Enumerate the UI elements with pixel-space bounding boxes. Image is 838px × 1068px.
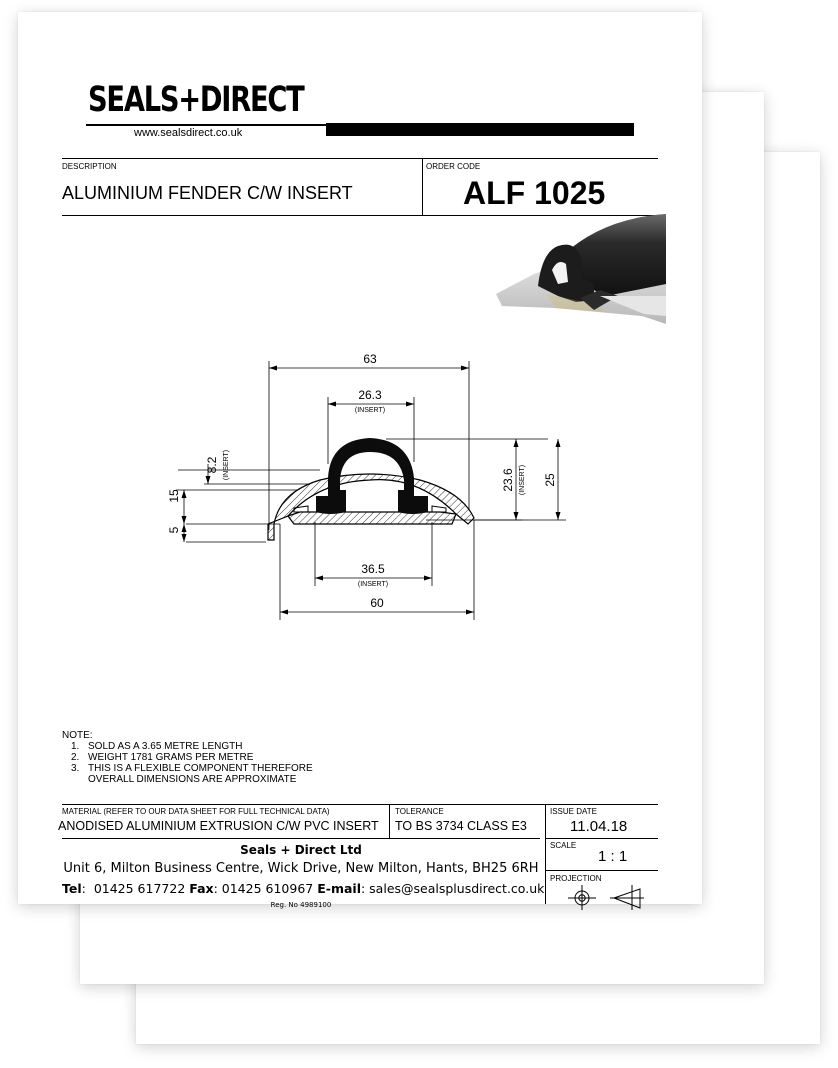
note-item: 1. SOLD AS A 3.65 METRE LENGTH (71, 741, 243, 752)
notes-title: NOTE: (62, 730, 93, 741)
dim-left-upper-label: (INSERT) (223, 449, 230, 481)
technical-drawing (18, 12, 702, 652)
note-item: 3. THIS IS A FLEXIBLE COMPONENT THEREFORE (71, 763, 313, 774)
company-reg: Reg. No 4989100 (270, 901, 332, 909)
material-label: MATERIAL (REFER TO OUR DATA SHEET FOR FULL TECHNICAL DATA) (62, 807, 330, 816)
dim-right-overall: 25 (543, 473, 557, 487)
datasheet-page (18, 12, 702, 909)
dim-right-insert: 23.6 (501, 468, 515, 492)
divider (389, 804, 390, 838)
notes (62, 730, 313, 785)
divider (545, 870, 658, 871)
tolerance-label: TOLERANCE (395, 807, 444, 816)
note-item: 2. WEIGHT 1781 GRAMS PER METRE (71, 752, 254, 763)
issue-date-value: 11.04.18 (570, 818, 628, 835)
dim-overall-width: 63 (363, 352, 377, 366)
description-label: DESCRIPTION (62, 162, 117, 171)
projection-label: PROJECTION (550, 874, 602, 883)
issue-date-label: ISSUE DATE (550, 807, 597, 816)
dim-right-insert-label: (INSERT) (519, 464, 526, 496)
dim-bottom-overall: 60 (370, 596, 384, 610)
scale-value: 1 : 1 (598, 848, 628, 865)
description-value: ALUMINIUM FENDER C/W INSERT (62, 183, 353, 203)
tolerance-value: TO BS 3734 CLASS E3 (395, 819, 527, 833)
material-value: ANODISED ALUMINIUM EXTRUSION C/W PVC INSERT (58, 819, 379, 833)
order-code-value: ALF 1025 (463, 175, 606, 211)
company-address: Unit 6, Milton Business Centre, Wick Drive, New Milton, Hants, BH25 6RH (63, 861, 539, 876)
projection-symbol-icon (566, 884, 648, 910)
website-link[interactable]: www.sealsdirect.co.uk (134, 127, 243, 139)
note-continuation: OVERALL DIMENSIONS ARE APPROXIMATE (88, 774, 297, 785)
company-contact: Tel: 01425 617722 Fax: 01425 610967 E-mail: sales@sealsplusdirect.co.uk (62, 881, 545, 896)
divider (545, 804, 546, 904)
dim-left-upper: 8.2 (205, 456, 219, 474)
company-name: Seals + Direct Ltd (240, 843, 362, 857)
brand-logo: SEALS+DIRECT (88, 80, 304, 120)
scale-label: SCALE (550, 841, 577, 850)
dim-left-low: 5 (167, 526, 181, 534)
dim-bottom-insert-label: (INSERT) (357, 581, 389, 588)
dim-insert-top: 26.3 (358, 388, 382, 402)
dim-insert-top-label: (INSERT) (354, 407, 386, 414)
divider (545, 838, 658, 839)
divider (62, 804, 658, 805)
email-link[interactable]: sales@sealsplusdirect.co.uk (369, 881, 545, 896)
dim-left-mid: 15 (167, 489, 181, 503)
order-code-label: ORDER CODE (426, 162, 481, 171)
dim-bottom-insert: 36.5 (361, 562, 385, 576)
company-info (62, 842, 545, 911)
divider (62, 838, 540, 839)
